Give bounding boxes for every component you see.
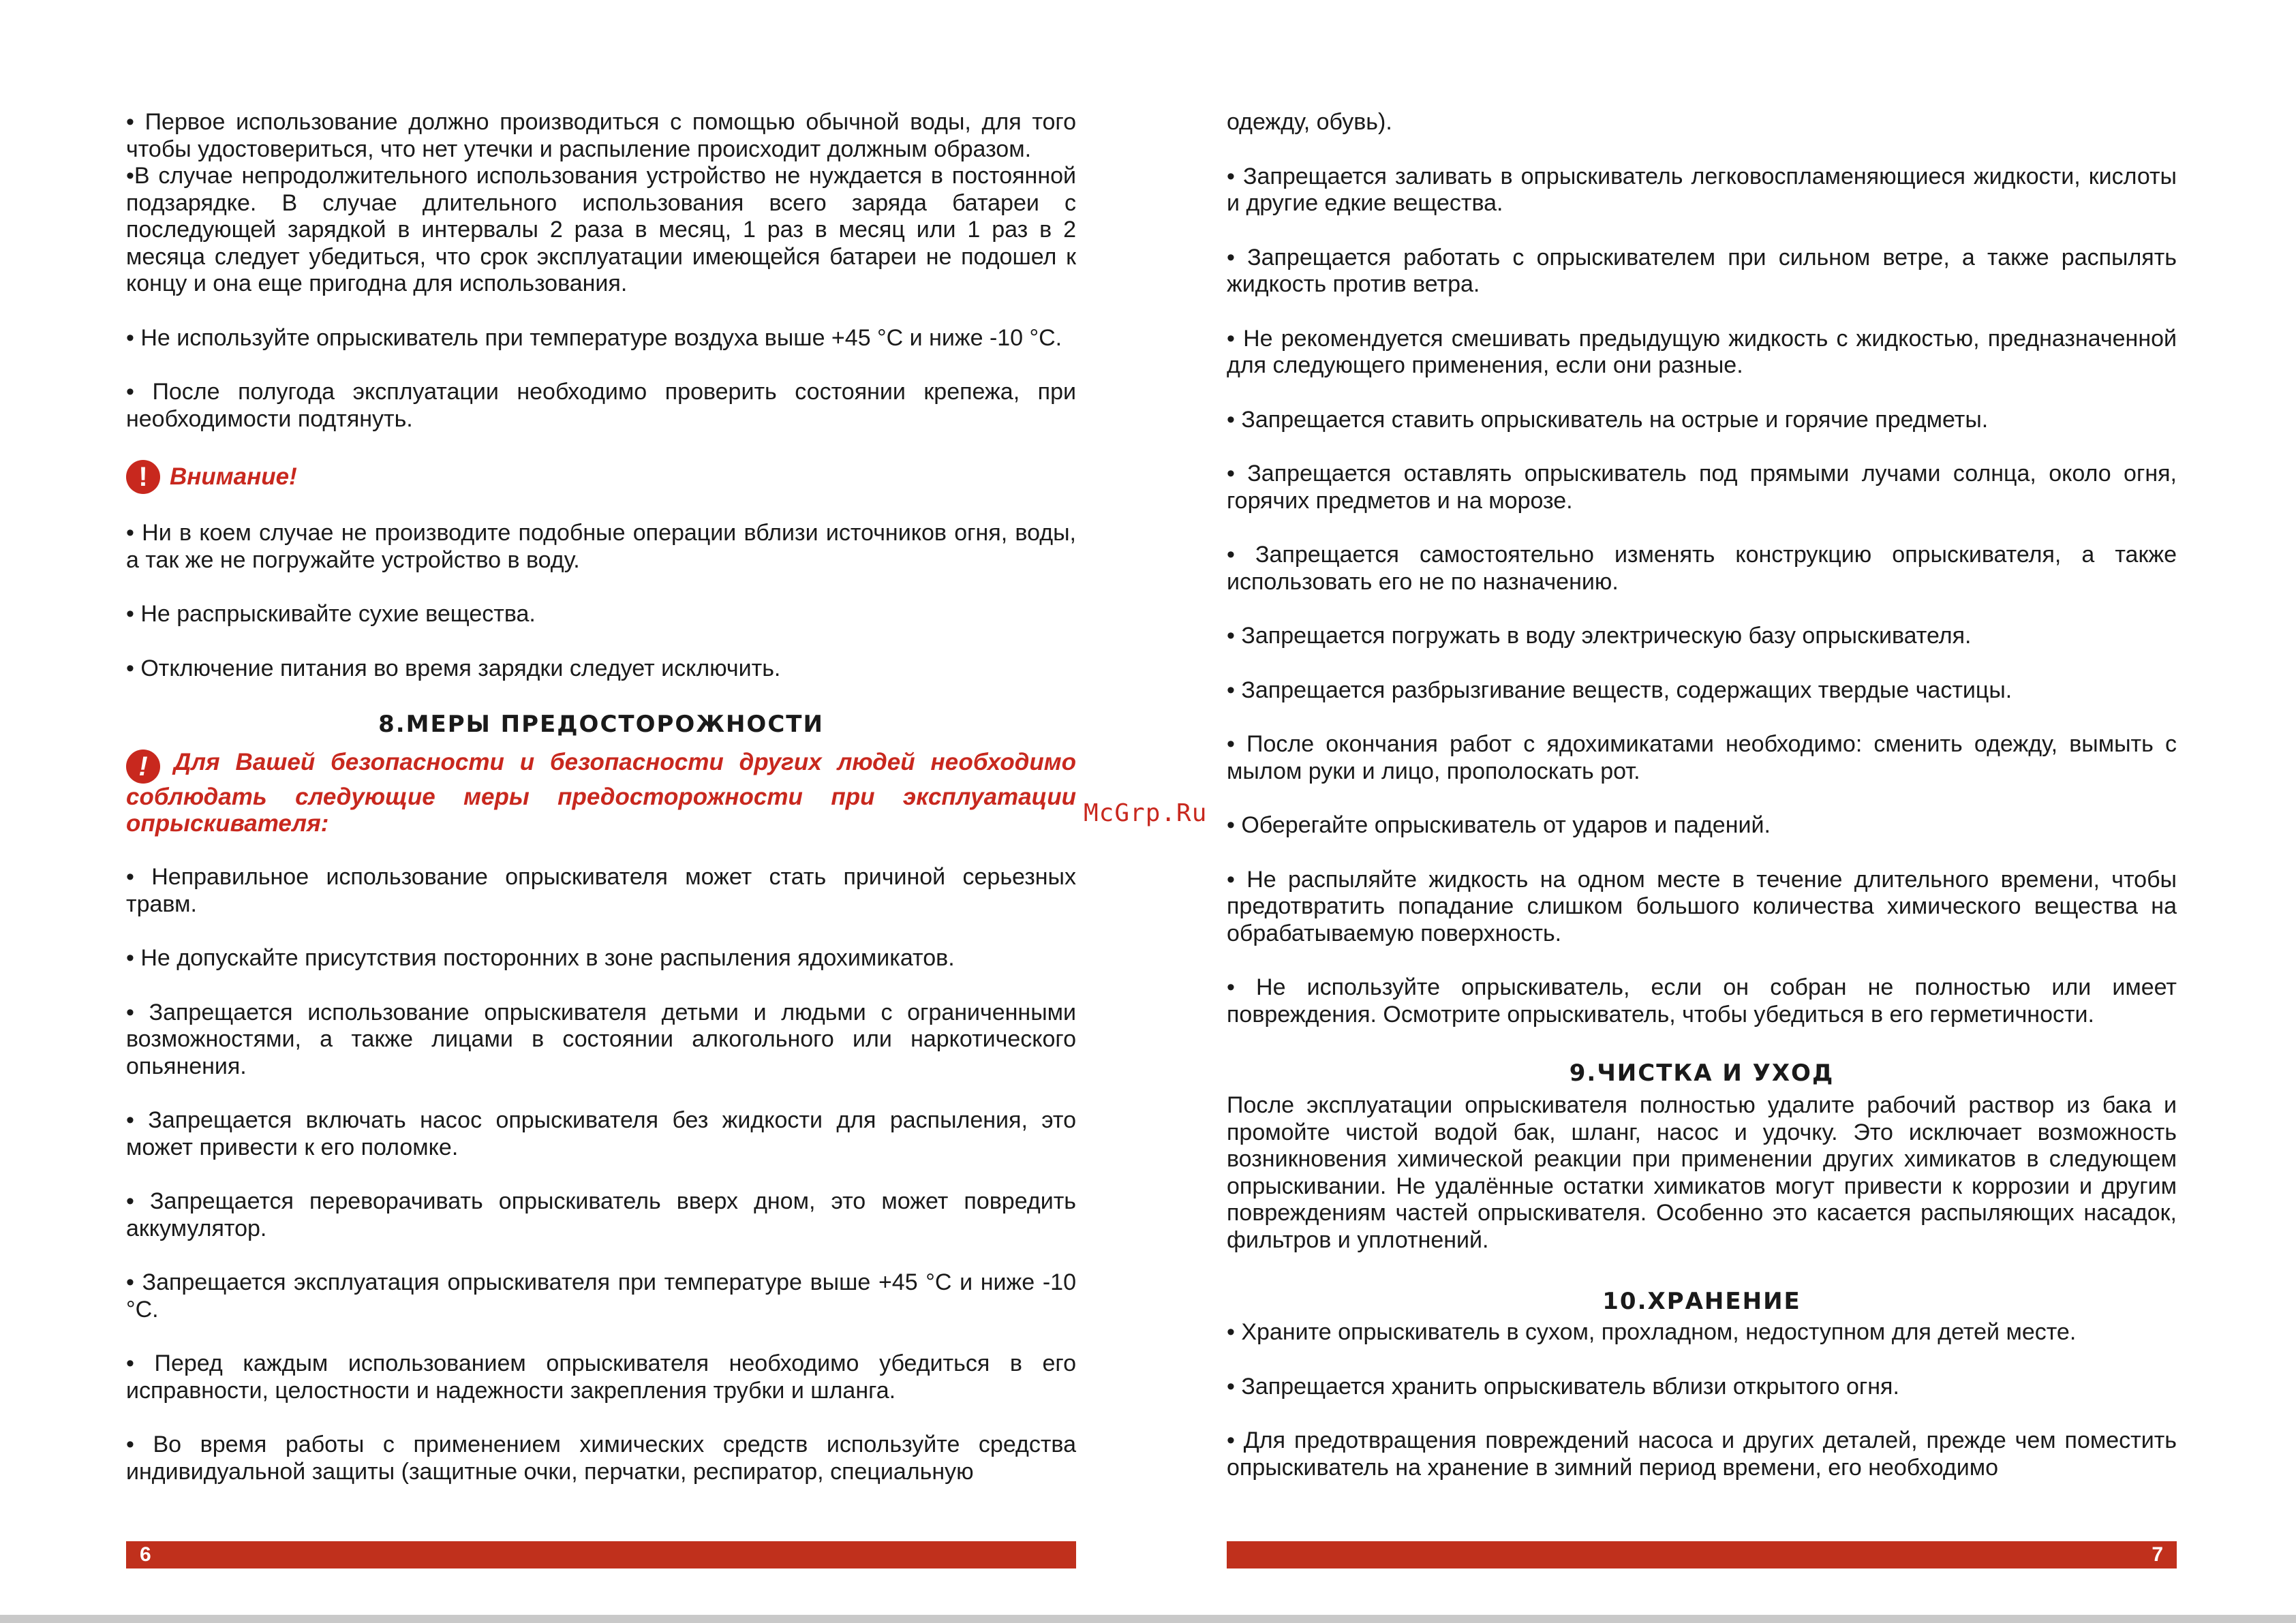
paragraph: •В случае непродолжительного использования устройство не нуждается в постоянной подзарядке. В случае длительного использования всего заряда батареи с последующей зарядкой в интервалы 2 раза в месяц, 1 раз в месяц или 1 раз в 2 месяца следует убедиться, что срок эксплуатации имеющейся батареи не подошел к концу и она еще пригодна для использования. [126,163,1076,296]
page-number: 6 [140,1543,151,1566]
paragraph: • Запрещается погружать в воду электрическую базу опрыскивателя. [1227,623,1972,649]
left-page-content [126,109,1076,1513]
paragraph: • Перед каждым использованием опрыскивателя необходимо убедиться в его исправности, целостности и надежности закрепления трубки и шланга. [126,1350,1076,1404]
paragraph: • Не используйте опрыскиватель, если он собран не полностью или имеет повреждения. Осмотрите опрыскиватель, чтобы убедиться в его герметичности. [1227,974,2177,1027]
paragraph: • Не распыляйте жидкость на одном месте в течение длительного времени, чтобы предотвратить попадание слишком большого количества химического вещества на обрабатываемую поверхность. [1227,866,2177,946]
section-8-title: 8.МЕРЫ ПРЕДОСТОРОЖНОСТИ [378,711,824,738]
paragraph: • Отключение питания во время зарядки следует исключить. [126,655,781,681]
paragraph: • Запрещается использование опрыскивателя детьми и людьми с ограниченными возможностями, а также лицами в состоянии алкогольного или наркотического опьянения. [126,999,1076,1079]
page-number: 7 [2152,1543,2163,1566]
paragraph: одежду, обувь). [1227,109,1392,135]
paragraph: • Ни в коем случае не производите подобные операции вблизи источников огня, воды, а так же не погружайте устройство в воду. [126,520,1076,573]
bottom-strip [0,1615,2296,1623]
paragraph: • Запрещается оставлять опрыскиватель под прямыми лучами солнца, около огня, горячих предметов и на морозе. [1227,461,2177,514]
exclamation-icon: ! [126,749,160,784]
paragraph: • Запрещается самостоятельно изменять конструкцию опрыскивателя, а также использовать его не по назначению. [1227,542,2177,595]
section-10-title: 10.ХРАНЕНИЕ [1602,1288,1801,1315]
paragraph: • Не допускайте присутствия посторонних в зоне распыления ядохимикатов. [126,945,955,971]
paragraph: • Запрещается хранить опрыскиватель вблизи открытого огня. [1227,1373,1899,1400]
paragraph: • Храните опрыскиватель в сухом, прохладном, недоступном для детей месте. [1227,1319,2077,1345]
paragraph: • Запрещается разбрызгивание веществ, содержащих твердые частицы. [1227,677,2012,703]
paragraph: • Не используйте опрыскиватель при температуре воздуха выше +45 °C и ниже -10 °C. [126,324,1062,351]
section-9-text: После эксплуатации опрыскивателя полностью удалите рабочий раствор из бака и промойте чистой водой бак, шланг, насос и удочку. Это исключает возможность возникновения химической реакции при применении других химикатов в следующем опрыскивании. Не удалённые остатки химикатов могут привести к коррозии и другим повреждениям частей опрыскивателя. Особенно это касается распыляющих насадок, фильтров и уплотнений. [1227,1092,2177,1253]
safety-warning-text: Для Вашей безопасности и безопасности других людей необходимо соблюдать следующие меры предосторожности при эксплуатации опрыскивателя: [126,749,1076,837]
exclamation-icon: ! [126,460,160,494]
paragraph: • После окончания работ с ядохимикатами необходимо: сменить одежду, вымыть с мылом руки и лицо, прополоскать рот. [1227,731,2177,784]
footer-bar-right [1227,1541,2177,1568]
section-9-title: 9.ЧИСТКА И УХОД [1569,1060,1835,1087]
footer-bar-left [126,1541,1076,1568]
paragraph: • Не распрыскивайте сухие вещества. [126,601,536,627]
paragraph: • Для предотвращения повреждений насоса и других деталей, прежде чем поместить опрыскиватель на хранение в зимний период времени, его необходимо [1227,1427,2177,1481]
left-page [126,0,1076,1623]
paragraph: • Запрещается заливать в опрыскиватель легковоспламеняющиеся жидкости, кислоты и другие едкие вещества. [1227,163,2177,216]
right-page-content [1227,109,2177,1509]
paragraph: • Первое использование должно производиться с помощью обычной воды, для того чтобы удостовериться, что нет утечки и распыление происходит должным образом. [126,109,1076,162]
paragraph: • Во время работы с применением химических средств используйте средства индивидуальной защиты (защитные очки, перчатки, респиратор, специальную [126,1432,1076,1485]
paragraph: • Не рекомендуется смешивать предыдущую жидкость с жидкостью, предназначенной для следующего применения, если они разные. [1227,325,2177,378]
paragraph: • Запрещается работать с опрыскивателем при сильном ветре, а также распылять жидкость против ветра. [1227,244,2177,297]
paragraph: • Запрещается эксплуатация опрыскивателя при температуре выше +45 °C и ниже -10 °C. [126,1269,1076,1323]
paragraph: • Оберегайте опрыскиватель от ударов и падений. [1227,812,1771,838]
paragraph: • После полугода эксплуатации необходимо проверить состоянии крепежа, при необходимости подтянуть. [126,379,1076,432]
right-page [1227,0,2177,1623]
paragraph: • Запрещается включать насос опрыскивателя без жидкости для распыления, это может привести к его поломке. [126,1107,1076,1160]
attention-heading [126,460,1076,494]
paragraph: • Запрещается переворачивать опрыскиватель вверх дном, это может повредить аккумулятор. [126,1188,1076,1241]
attention-title: Внимание! [170,463,297,491]
paragraph: • Запрещается ставить опрыскиватель на острые и горячие предметы. [1227,406,1989,433]
watermark: McGrp.Ru [1084,799,1208,827]
safety-warning [126,749,1076,837]
paragraph: • Неправильное использование опрыскивателя может стать причиной серьезных травм. [126,864,1076,917]
